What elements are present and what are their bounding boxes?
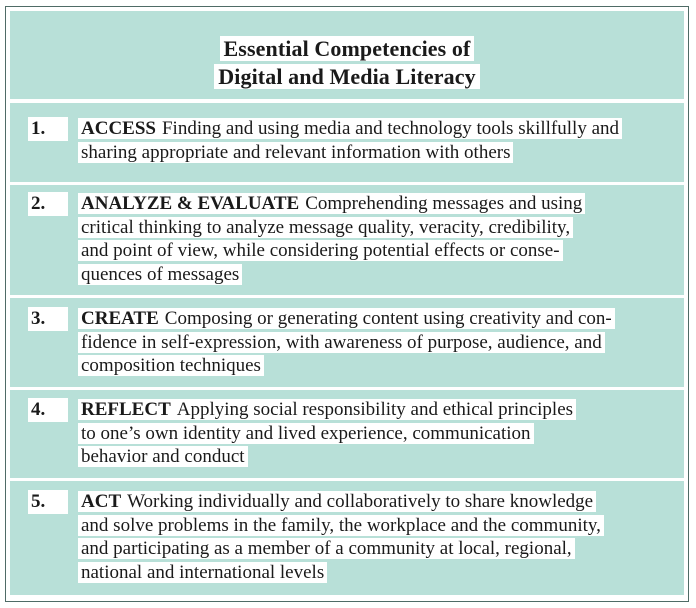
item-line: Working individually and collaboratively to share knowledge — [127, 491, 594, 512]
item-line: composition techniques — [78, 355, 264, 376]
competency-create — [10, 298, 684, 387]
item-line: fidence in self-expression, with awareness of purpose, audience, and — [78, 332, 605, 353]
competency-act — [10, 481, 684, 595]
item-text — [78, 398, 676, 469]
item-line: Finding and using media and technology tools skillfully and — [161, 118, 619, 139]
item-text — [78, 117, 676, 164]
item-number: 4. — [28, 398, 68, 422]
competency-reflect — [10, 390, 684, 478]
item-keyword: REFLECT — [81, 399, 171, 420]
item-text — [78, 192, 676, 286]
item-line: quences of messages — [78, 264, 242, 285]
item-line: to one’s own identity and lived experience, communication — [78, 423, 534, 444]
title-panel — [10, 11, 684, 99]
competencies-box — [5, 6, 689, 602]
item-line: Composing or generating content using creativity and con- — [164, 308, 612, 329]
item-line: and solve problems in the family, the workplace and the community, — [78, 515, 604, 536]
item-line: and point of view, while considering potential effects or conse- — [78, 240, 563, 261]
item-line: behavior and conduct — [78, 446, 248, 467]
item-line: Applying social responsibility and ethical principles — [176, 399, 574, 420]
item-line: and participating as a member of a community at local, regional, — [78, 538, 575, 559]
title-line-2: Digital and Media Literacy — [214, 64, 479, 89]
item-line: sharing appropriate and relevant information with others — [78, 142, 513, 163]
competency-access — [10, 103, 684, 182]
item-number: 3. — [28, 307, 68, 331]
box-title — [10, 35, 684, 91]
item-number: 1. — [28, 117, 68, 141]
item-text — [78, 307, 676, 378]
item-line: critical thinking to analyze message quality, veracity, credibility, — [78, 217, 573, 238]
item-text — [78, 490, 676, 584]
item-keyword: ACCESS — [81, 118, 156, 139]
item-number: 2. — [28, 192, 68, 216]
item-line: national and international levels — [78, 562, 327, 583]
item-number: 5. — [28, 490, 68, 514]
item-line: Comprehending messages and using — [305, 193, 583, 214]
item-keyword: CREATE — [81, 308, 159, 329]
competency-analyze-evaluate — [10, 185, 684, 295]
title-line-1: Essential Competencies of — [220, 36, 475, 61]
item-keyword: ACT — [81, 491, 122, 512]
item-keyword: ANALYZE & EVALUATE — [81, 193, 300, 214]
